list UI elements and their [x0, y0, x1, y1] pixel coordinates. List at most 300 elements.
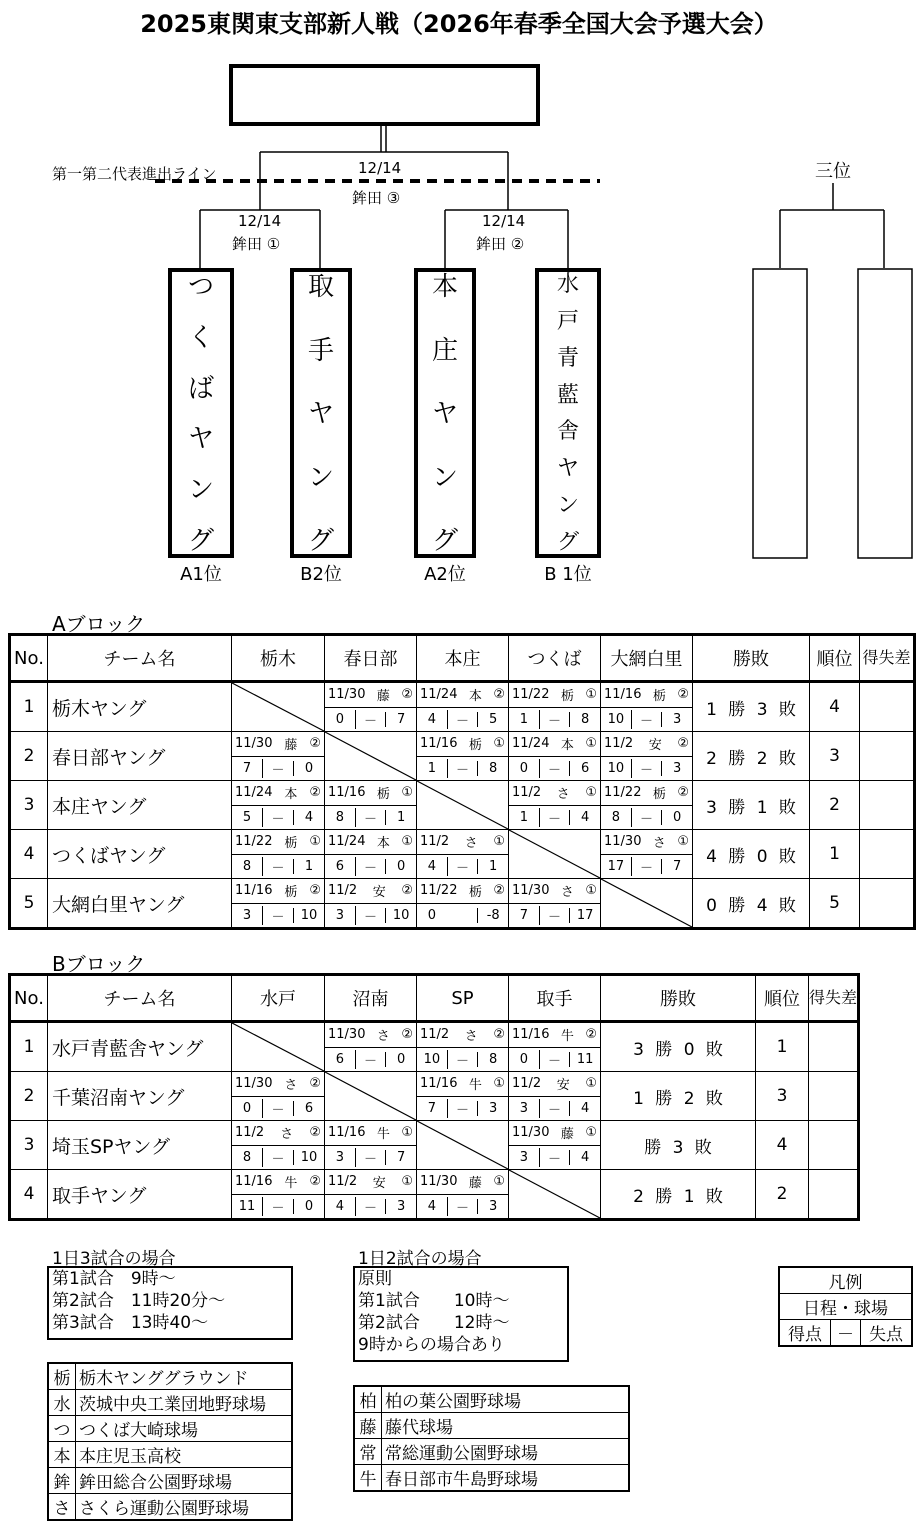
row-team: 取手ヤング — [48, 1170, 232, 1220]
match-date: 11/22 — [420, 883, 458, 899]
row-diff — [860, 682, 915, 732]
schedule2-title: 1日2試合の場合 — [358, 1249, 482, 1269]
match-date: 11/30 — [328, 687, 366, 703]
final-date: 12/14 — [358, 159, 402, 177]
score-against: 10 — [293, 908, 324, 923]
row-no: 2 — [10, 1072, 48, 1121]
score-dash: － — [262, 906, 293, 925]
score-for: 1 — [519, 711, 528, 727]
match-cell — [601, 732, 693, 781]
row-no: 5 — [10, 879, 48, 929]
row-rank: 1 — [756, 1022, 809, 1072]
match-cell — [509, 682, 601, 732]
seed-4: B 1位 — [544, 564, 592, 585]
score-dash: － — [262, 759, 293, 778]
block-a-label: Aブロック — [52, 612, 146, 636]
venue-name: つくば大崎球場 — [76, 1416, 293, 1442]
match-game-no: ① — [401, 785, 413, 801]
table-row — [10, 1170, 859, 1220]
venue-abbrev: 常 — [354, 1439, 382, 1465]
match-game-no: ① — [585, 687, 597, 703]
row-team: 千葉沼南ヤング — [48, 1072, 232, 1121]
score-for: 4 — [427, 711, 436, 727]
match-date: 11/2 — [420, 834, 450, 850]
match-game-no: ② — [493, 1027, 505, 1043]
table-row — [10, 1022, 859, 1072]
score-against: 0 — [293, 1199, 324, 1214]
venue-abbrev: 栃 — [48, 1363, 76, 1390]
page-title: 2025東関東支部新人戦（2026年春季全国大会予選大会） — [140, 10, 778, 38]
match-date: 11/16 — [604, 687, 642, 703]
match-cell — [232, 830, 325, 879]
row-record: 0 勝 4 敗 — [693, 879, 810, 929]
score-dash: － — [447, 1197, 478, 1216]
score-dash: － — [262, 1197, 293, 1216]
match-venue: 牛 — [376, 1127, 390, 1143]
legend-schedule: 日程・球場 — [779, 1294, 912, 1320]
score-against: 11 — [569, 1052, 600, 1067]
score-dash: － — [539, 1148, 570, 1167]
legend-score: 得点 — [779, 1320, 831, 1347]
match-venue: 栃 — [560, 689, 574, 705]
row-diff — [809, 1022, 859, 1072]
venue-name: 栃木ヤンググラウンド — [76, 1363, 293, 1390]
match-game-no: ① — [585, 785, 597, 801]
semi2-date: 12/14 — [482, 212, 526, 230]
score-dash: － — [355, 1050, 386, 1069]
header-opponent: 本庄 — [417, 635, 509, 682]
header-rank: 順位 — [756, 975, 809, 1022]
score-dash: － — [539, 710, 570, 729]
venue-row — [354, 1465, 629, 1492]
venue-row — [48, 1468, 292, 1494]
score-against: 7 — [385, 712, 416, 727]
match-game-no: ① — [585, 736, 597, 752]
match-date: 11/24 — [328, 834, 366, 850]
match-date: 11/22 — [512, 687, 550, 703]
match-cell — [325, 1170, 417, 1220]
match-game-no: ② — [401, 883, 413, 899]
row-diff — [860, 879, 915, 929]
score-for: 3 — [519, 1149, 528, 1165]
match-game-no: ② — [677, 736, 689, 752]
score-against: 17 — [569, 908, 600, 923]
match-game-no: ① — [493, 1174, 505, 1190]
match-venue: 栃 — [376, 787, 390, 803]
match-venue: さ — [376, 1029, 390, 1045]
schedule3-line: 第2試合 11時20分～ — [52, 1291, 226, 1311]
header-opponent: 大網白里 — [601, 635, 693, 682]
score-for: 0 — [519, 1051, 528, 1067]
score-for: 8 — [242, 1149, 252, 1165]
venue-abbrev: 藤 — [354, 1413, 382, 1439]
match-date: 11/2 — [604, 736, 634, 752]
score-against: 7 — [385, 1150, 416, 1165]
match-game-no: ② — [401, 687, 413, 703]
final-venue: 鉾田 ③ — [352, 189, 401, 207]
score-dash: － — [539, 808, 570, 827]
match-date: 11/30 — [235, 736, 273, 752]
table-header-row — [10, 635, 915, 682]
score-against: 1 — [293, 859, 324, 874]
venue-row — [354, 1439, 629, 1465]
match-game-no: ② — [677, 785, 689, 801]
match-cell — [417, 732, 509, 781]
match-game-no: ① — [585, 1125, 597, 1141]
score-for: 17 — [607, 858, 625, 874]
row-record: 2 勝 1 敗 — [601, 1170, 756, 1220]
score-for: 0 — [427, 907, 436, 923]
match-game-no: ② — [401, 1027, 413, 1043]
seed-3: A2位 — [424, 564, 466, 585]
match-venue: さ — [280, 1127, 294, 1143]
score-against: 6 — [569, 761, 600, 776]
venue-abbrev: さ — [48, 1494, 76, 1521]
match-date: 11/22 — [235, 834, 273, 850]
score-dash: － — [539, 1050, 570, 1069]
match-cell — [509, 1072, 601, 1121]
match-game-no: ② — [309, 1174, 321, 1190]
score-against: 6 — [293, 1101, 324, 1116]
self-match-cell — [509, 830, 601, 879]
self-match-cell — [509, 1170, 601, 1220]
header-opponent: 取手 — [509, 975, 601, 1022]
match-cell — [325, 1022, 417, 1072]
match-venue: 栃 — [468, 738, 482, 754]
match-game-no: ① — [401, 1125, 413, 1141]
score-for: 3 — [519, 1100, 528, 1116]
match-game-no: ② — [493, 687, 505, 703]
venue-name: 本庄児玉高校 — [76, 1442, 293, 1468]
venue-abbrev: つ — [48, 1416, 76, 1442]
semi2-venue: 鉾田 ② — [476, 235, 525, 253]
schedule3-line: 第3試合 13時40～ — [52, 1313, 209, 1333]
match-venue: 本 — [284, 787, 298, 803]
match-venue: 本 — [468, 689, 482, 705]
self-match-cell — [325, 732, 417, 781]
score-against: 10 — [293, 1150, 324, 1165]
score-dash: － — [447, 759, 478, 778]
venue-row — [354, 1413, 629, 1439]
score-against: 10 — [385, 908, 416, 923]
score-against: 1 — [477, 859, 508, 874]
venue-name: 藤代球場 — [382, 1413, 630, 1439]
row-record: 2 勝 2 敗 — [693, 732, 810, 781]
schedule3-line: 第1試合 9時～ — [52, 1269, 176, 1289]
score-for: 4 — [427, 1198, 436, 1214]
score-for: 0 — [242, 1100, 252, 1116]
match-game-no: ② — [677, 687, 689, 703]
score-against: 3 — [477, 1101, 508, 1116]
match-cell — [232, 1121, 325, 1170]
header-opponent: 沼南 — [325, 975, 417, 1022]
row-record: 1 勝 3 敗 — [693, 682, 810, 732]
match-game-no: ① — [493, 834, 505, 850]
score-for: 3 — [242, 907, 252, 923]
score-dash: － — [262, 1148, 293, 1167]
score-dash: － — [539, 906, 570, 925]
match-cell — [509, 732, 601, 781]
match-game-no: ① — [585, 1076, 597, 1092]
match-cell — [325, 781, 417, 830]
match-cell — [509, 781, 601, 830]
match-cell — [232, 732, 325, 781]
match-venue: 栃 — [468, 885, 482, 901]
score-against: 0 — [293, 761, 324, 776]
match-venue: 藤 — [560, 1127, 574, 1143]
self-match-cell — [232, 682, 325, 732]
schedule3-box — [47, 1266, 293, 1340]
match-venue: さ — [652, 836, 666, 852]
qualify-line-label: 第一第二代表進出ライン — [52, 165, 217, 183]
venue-name: 柏の葉公園野球場 — [382, 1386, 630, 1413]
score-against: 4 — [569, 810, 600, 825]
score-for: 8 — [611, 809, 620, 825]
row-rank: 3 — [810, 732, 860, 781]
row-no: 3 — [10, 781, 48, 830]
match-cell — [325, 682, 417, 732]
row-record: 勝 3 敗 — [601, 1121, 756, 1170]
row-no: 4 — [10, 1170, 48, 1220]
match-cell — [232, 781, 325, 830]
score-against: 4 — [569, 1150, 600, 1165]
match-cell — [601, 682, 693, 732]
row-rank: 5 — [810, 879, 860, 929]
row-team: 水戸青藍舎ヤング — [48, 1022, 232, 1072]
legend-loss: 失点 — [860, 1320, 912, 1347]
match-venue: 栃 — [652, 689, 666, 705]
score-dash: － — [539, 1099, 570, 1118]
venue-row — [48, 1442, 292, 1468]
score-for: 11 — [238, 1198, 256, 1214]
score-against: -8 — [477, 908, 508, 923]
legend-dash: － — [831, 1320, 861, 1347]
row-record: 3 勝 1 敗 — [693, 781, 810, 830]
match-date: 11/30 — [328, 1027, 366, 1043]
schedule2-line: 原則 — [358, 1269, 392, 1289]
schedule2-line: 第1試合 10時～ — [358, 1291, 510, 1311]
header-opponent: 春日部 — [325, 635, 417, 682]
score-for: 1 — [519, 809, 528, 825]
score-for: 8 — [242, 858, 252, 874]
row-diff — [809, 1170, 859, 1220]
match-cell — [325, 1121, 417, 1170]
bracket-team-3: 本 庄 ヤ ン グ — [414, 268, 476, 558]
match-venue: 栃 — [284, 885, 298, 901]
bracket-team-1: つ く ば ヤ ン グ — [168, 268, 234, 558]
match-cell — [601, 781, 693, 830]
match-game-no: ② — [309, 785, 321, 801]
score-for: 6 — [335, 1051, 344, 1067]
table-header-row — [10, 975, 859, 1022]
legend — [778, 1266, 913, 1347]
match-date: 11/16 — [328, 1125, 366, 1141]
match-date: 11/2 — [512, 1076, 542, 1092]
match-date: 11/2 — [420, 1027, 450, 1043]
match-cell — [417, 879, 509, 929]
match-cell — [325, 830, 417, 879]
row-diff — [809, 1121, 859, 1170]
match-date: 11/16 — [328, 785, 366, 801]
row-diff — [860, 830, 915, 879]
match-game-no: ① — [401, 834, 413, 850]
seed-1: A1位 — [180, 564, 222, 585]
row-team: 大網白里ヤング — [48, 879, 232, 929]
score-for: 7 — [519, 907, 528, 923]
venue-row — [48, 1363, 292, 1390]
schedule2-line: 第2試合 12時～ — [358, 1313, 510, 1333]
schedule2-box — [353, 1266, 569, 1362]
match-date: 11/16 — [235, 1174, 273, 1190]
self-match-cell — [232, 1022, 325, 1072]
table-row — [10, 682, 915, 732]
score-for: 10 — [423, 1051, 441, 1067]
block-b-label: Bブロック — [52, 952, 146, 976]
row-rank: 4 — [756, 1121, 809, 1170]
row-no: 2 — [10, 732, 48, 781]
row-diff — [809, 1072, 859, 1121]
header-record: 勝敗 — [693, 635, 810, 682]
score-dash: － — [355, 710, 386, 729]
venue-row — [48, 1390, 292, 1416]
row-team: 埼玉SPヤング — [48, 1121, 232, 1170]
row-record: 4 勝 0 敗 — [693, 830, 810, 879]
venue-abbrev: 本 — [48, 1442, 76, 1468]
header-no: No. — [10, 975, 48, 1022]
row-no: 1 — [10, 682, 48, 732]
match-venue: 牛 — [560, 1029, 574, 1045]
header-opponent: 水戸 — [232, 975, 325, 1022]
score-dash: － — [355, 1197, 386, 1216]
match-date: 11/16 — [235, 883, 273, 899]
match-game-no: ① — [677, 834, 689, 850]
match-date: 11/22 — [604, 785, 642, 801]
match-date: 11/30 — [512, 883, 550, 899]
match-date: 11/2 — [235, 1125, 265, 1141]
score-dash: － — [355, 906, 386, 925]
row-diff — [860, 732, 915, 781]
table-row — [10, 1072, 859, 1121]
score-dash: － — [262, 808, 293, 827]
score-against: 8 — [569, 712, 600, 727]
third-place-slot-2 — [858, 269, 912, 558]
match-game-no: ① — [493, 1076, 505, 1092]
self-match-cell — [601, 879, 693, 929]
venue-name: 春日部市牛島野球場 — [382, 1465, 630, 1492]
score-dash: － — [355, 1148, 386, 1167]
row-no: 3 — [10, 1121, 48, 1170]
venue-name: 鉾田総合公園野球場 — [76, 1468, 293, 1494]
row-no: 1 — [10, 1022, 48, 1072]
table-row — [10, 830, 915, 879]
schedule2-line: 9時からの場合あり — [358, 1335, 505, 1355]
score-for: 10 — [607, 760, 625, 776]
match-venue: さ — [284, 1078, 298, 1094]
header-record: 勝敗 — [601, 975, 756, 1022]
venue-name: さくら運動公園野球場 — [76, 1494, 293, 1521]
score-against: 3 — [477, 1199, 508, 1214]
score-dash: － — [355, 857, 386, 876]
table-row — [10, 781, 915, 830]
score-dash: － — [447, 710, 478, 729]
match-venue: さ — [560, 885, 574, 901]
match-cell — [232, 1072, 325, 1121]
venue-list-left — [47, 1362, 293, 1521]
third-place-label: 三位 — [815, 161, 851, 182]
match-date: 11/24 — [420, 687, 458, 703]
row-team: つくばヤング — [48, 830, 232, 879]
score-dash: － — [631, 857, 662, 876]
match-game-no: ② — [309, 736, 321, 752]
score-for: 4 — [335, 1198, 344, 1214]
bracket-team-4: 水 戸 青 藍 舎 ヤ ン グ — [535, 268, 601, 558]
match-cell — [509, 1022, 601, 1072]
match-venue: 安 — [372, 885, 386, 901]
score-for: 3 — [335, 1149, 344, 1165]
match-cell — [417, 1022, 509, 1072]
row-rank: 4 — [810, 682, 860, 732]
match-date: 11/30 — [604, 834, 642, 850]
header-opponent: SP — [417, 975, 509, 1022]
header-diff: 得失差 — [809, 975, 859, 1022]
match-venue: 栃 — [284, 836, 298, 852]
row-team: 栃木ヤング — [48, 682, 232, 732]
venue-row — [354, 1386, 629, 1413]
block-a-table — [8, 633, 916, 930]
table-row — [10, 879, 915, 929]
row-rank: 2 — [756, 1170, 809, 1220]
match-venue: 牛 — [284, 1176, 298, 1192]
row-rank: 3 — [756, 1072, 809, 1121]
row-rank: 1 — [810, 830, 860, 879]
block-b-table — [8, 973, 860, 1221]
score-dash: － — [631, 759, 662, 778]
score-for: 10 — [607, 711, 625, 727]
header-opponent: つくば — [509, 635, 601, 682]
match-venue: 藤 — [468, 1176, 482, 1192]
match-venue: 牛 — [468, 1078, 482, 1094]
third-place-slot-1 — [753, 269, 807, 558]
header-diff: 得失差 — [860, 635, 915, 682]
match-cell — [417, 682, 509, 732]
row-record: 1 勝 2 敗 — [601, 1072, 756, 1121]
score-against: 3 — [661, 712, 692, 727]
table-row — [10, 732, 915, 781]
match-cell — [601, 830, 693, 879]
row-team: 春日部ヤング — [48, 732, 232, 781]
match-game-no: ① — [585, 883, 597, 899]
score-for: 0 — [335, 711, 344, 727]
self-match-cell — [417, 781, 509, 830]
match-venue: 安 — [648, 738, 662, 754]
match-date: 11/30 — [235, 1076, 273, 1092]
score-against: 8 — [477, 761, 508, 776]
champion-box — [231, 66, 538, 124]
match-game-no: ① — [401, 1174, 413, 1190]
seed-2: B2位 — [300, 564, 342, 585]
venue-abbrev: 柏 — [354, 1386, 382, 1413]
table-row — [10, 1121, 859, 1170]
score-against: 0 — [385, 1052, 416, 1067]
match-cell — [232, 1170, 325, 1220]
venue-name: 茨城中央工業団地野球場 — [76, 1390, 293, 1416]
score-for: 6 — [335, 858, 344, 874]
score-dash: － — [355, 808, 386, 827]
match-game-no: ① — [493, 736, 505, 752]
score-dash: － — [447, 1099, 478, 1118]
match-cell — [417, 1072, 509, 1121]
header-team: チーム名 — [48, 635, 232, 682]
